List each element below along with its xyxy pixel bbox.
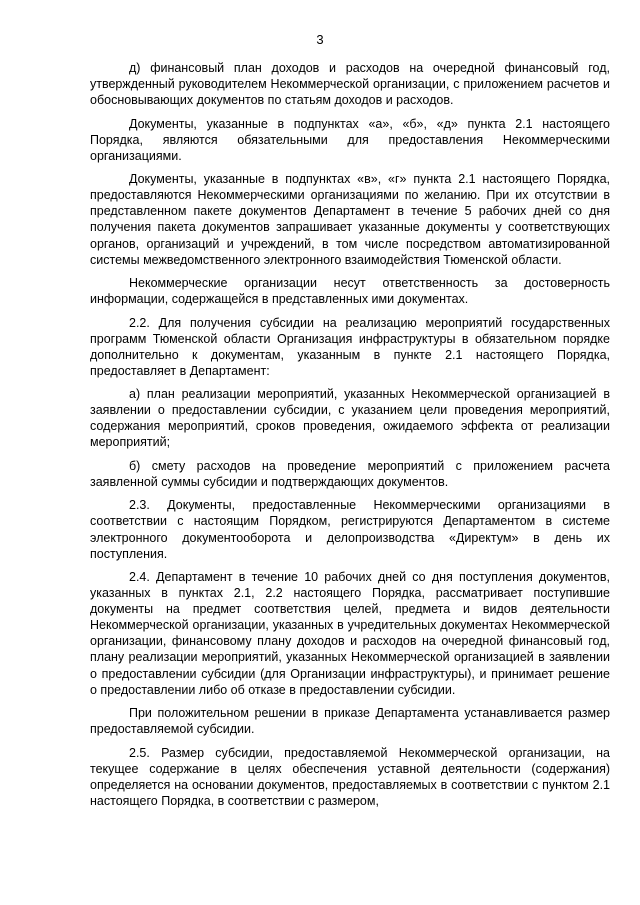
paragraph-mandatory-documents: Документы, указанные в подпунктах «а», «б», «д» пункта 2.1 настоящего Порядка, являются обязательными для предоставления Некоммерческими организациями. <box>90 116 610 163</box>
paragraph-2-5: 2.5. Размер субсидии, предоставляемой Некоммерческой организации, на текущее содержание в целях обеспечения уставной деятельности (содержания) определяется на основании документов, предоставляемых в соответствии с пунктом 2.1 настоящего Порядка, в соответствии с размером, <box>90 745 610 808</box>
paragraph-optional-documents: Документы, указанные в подпунктах «в», «г» пункта 2.1 настоящего Порядка, предоставляются Некоммерческими организациями по желанию. При их отсутствии в представленном пакете документов Департамент в течение 5 рабочих дней со дня получения пакета документов запрашивает указанные документы у соответствующих органов, организаций и учреждений, в том числе посредством автоматизированной системы межведомственного электронного взаимодействия Тюменской области. <box>90 172 610 267</box>
document-body <box>90 60 610 816</box>
page-number: 3 <box>316 32 324 47</box>
paragraph-2-2: 2.2. Для получения субсидии на реализацию мероприятий государственных программ Тюменской области Организация инфраструктуры в обязательном порядке дополнительно к документам, указанным в пункте 2.1 настоящего Порядка, предоставляет в Департамент: <box>90 315 610 378</box>
paragraph-positive-decision: При положительном решении в приказе Департамента устанавливается размер предоставляемой субсидии. <box>90 706 610 737</box>
paragraph-2-2-b: б) смету расходов на проведение мероприятий с приложением расчета заявленной суммы субсидии и подтверждающих документов. <box>90 458 610 489</box>
paragraph-responsibility: Некоммерческие организации несут ответственность за достоверность информации, содержащейся в представленных ими документах. <box>90 276 610 307</box>
paragraph-2-3: 2.3. Документы, предоставленные Некоммерческими организациями в соответствии с настоящим Порядком, регистрируются Департаментом в системе электронного документооборота и делопроизводства «Директум» в день их поступления. <box>90 498 610 561</box>
paragraph-2-4: 2.4. Департамент в течение 10 рабочих дней со дня поступления документов, указанных в пунктах 2.1, 2.2 настоящего Порядка, рассматривает поступившие документы на предмет соответствия целей, предмета и видов деятельности Некоммерческой организации, указанных в учредительных документах Некоммерческой организации, финансовому плану доходов и расходов на очередной финансовый год, плану реализации мероприятий, указанных Некоммерческой организацией в заявлении о предоставлении субсидии (для Организации инфраструктуры), и принимает решение о предоставлении либо об отказе в предоставлении субсидии. <box>90 570 610 697</box>
paragraph-financial-plan: д) финансовый план доходов и расходов на очередной финансовый год, утвержденный руководителем Некоммерческой организации, с приложением расчетов и обосновывающих документов по статьям доходов и расходов. <box>90 61 610 108</box>
paragraph-2-2-a: а) план реализации мероприятий, указанных Некоммерческой организацией в заявлении о предоставлении субсидии, с указанием цели проведения мероприятий, содержания мероприятий, сроков проведения, ожидаемого эффекта от реализации мероприятий; <box>90 387 610 450</box>
